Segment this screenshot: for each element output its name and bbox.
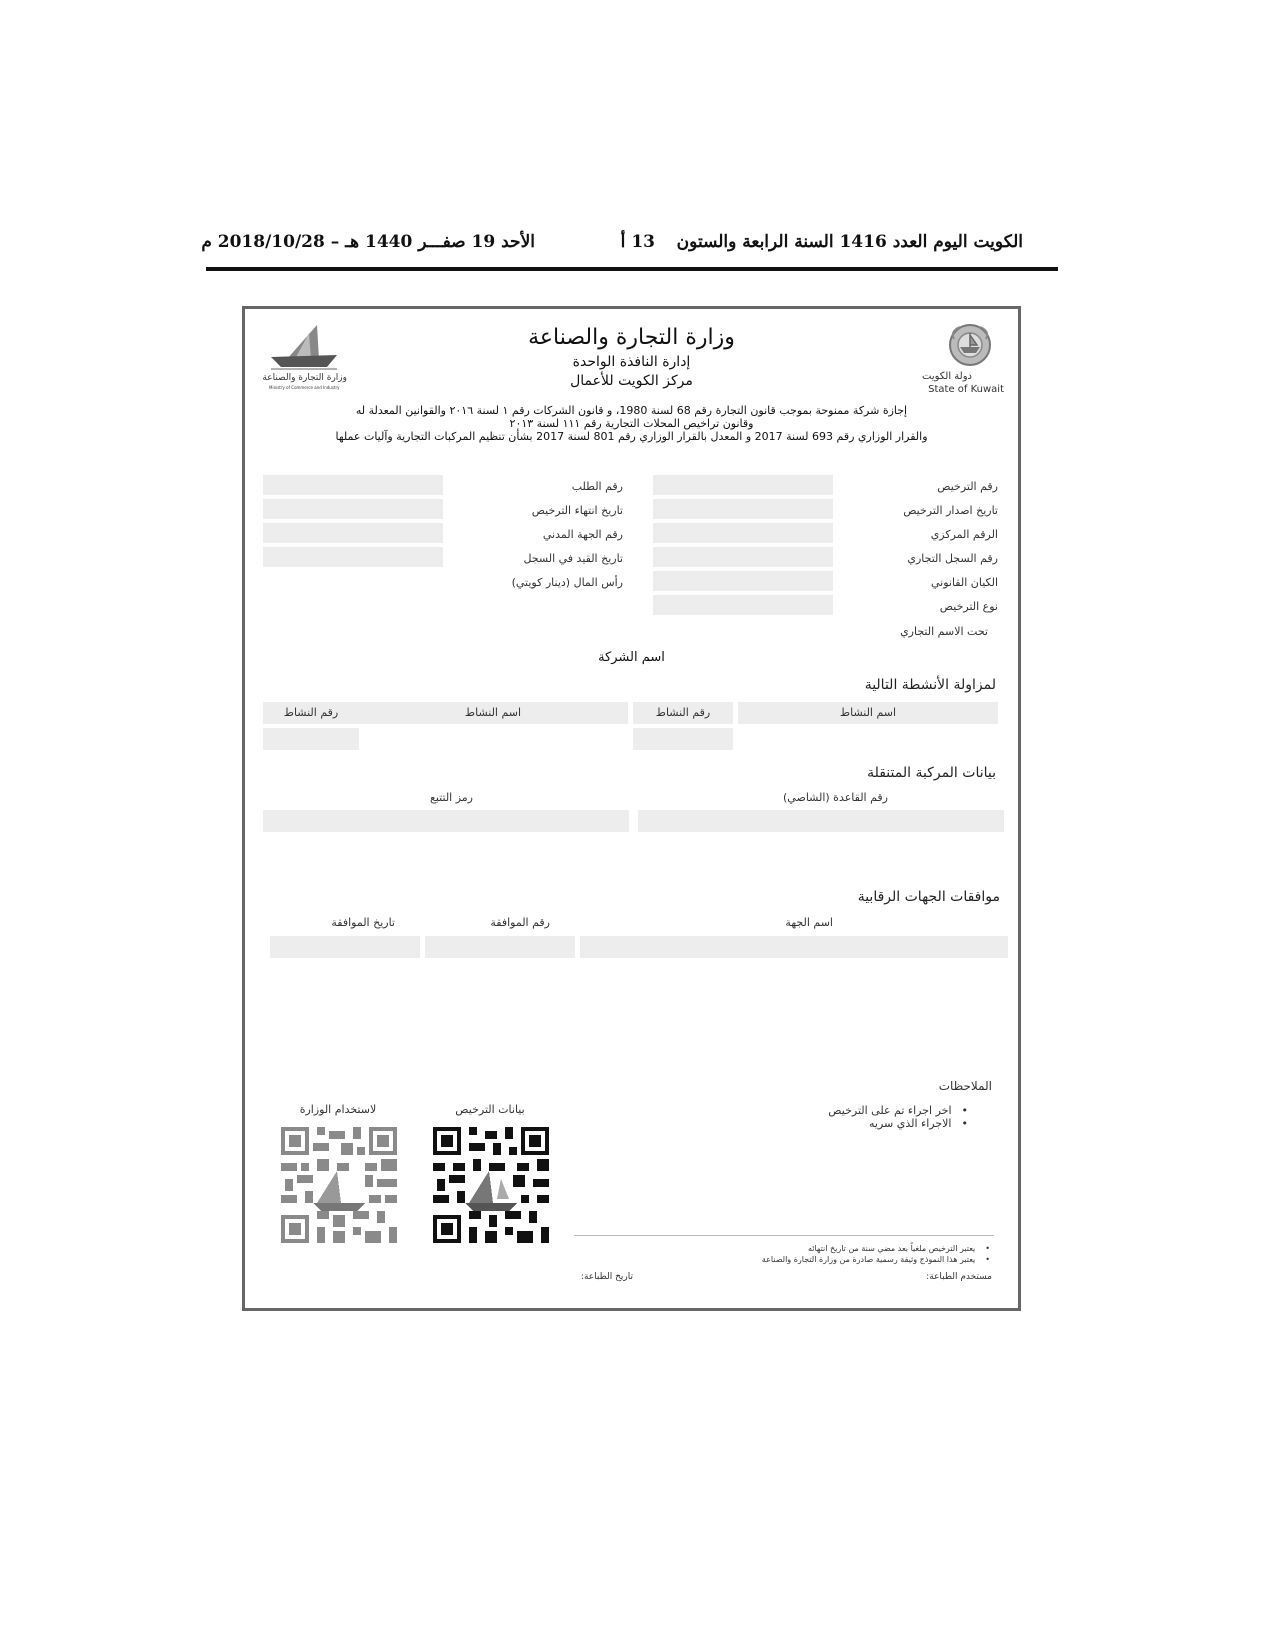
civil-number-label: رقم الجهة المدني	[542, 528, 623, 541]
ministry-logo-en: Ministry of Commerce and Industry	[269, 385, 340, 390]
approvals-section-title: موافقات الجهات الرقابية	[857, 889, 1000, 905]
central-number-value	[653, 523, 833, 543]
footer-rule	[574, 1235, 994, 1236]
legal-basis-line-1: إجازة شركة ممنوحة بموجب قانون التجارة رقم 68 لسنة 1980، و قانون الشركات رقم ١ لسنة ٢٠١٦ والقوانين المعدلة له	[355, 404, 908, 417]
activity-no-cell-left	[263, 728, 359, 750]
license-type-label: نوع الترخيص	[939, 600, 998, 613]
approval-entity-header: اسم الجهة	[785, 916, 833, 929]
tracking-code-value	[263, 810, 629, 832]
page-number: 13 أ	[620, 232, 655, 252]
state-name-ar: دولة الكويت	[922, 371, 972, 382]
central-number-label: الرقم المركزي	[930, 528, 998, 541]
issue-date-label: تاريخ اصدار الترخيص	[903, 504, 998, 517]
license-number-label: رقم الترخيص	[937, 480, 998, 493]
approval-number-cell	[425, 936, 575, 958]
vehicle-section-title: بيانات المركبة المتنقلة	[867, 765, 996, 781]
activity-name-header-right: اسم النشاط	[738, 702, 998, 724]
ministry-title: وزارة التجارة والصناعة	[528, 325, 735, 350]
license-qr-code-icon	[433, 1127, 549, 1243]
approval-entity-cell	[580, 936, 1008, 958]
license-type-value	[653, 595, 833, 615]
civil-number-value	[263, 523, 443, 543]
expiry-date-label: تاريخ انتهاء الترخيص	[531, 504, 623, 517]
tracking-code-label: رمز التتبع	[430, 791, 473, 804]
cr-number-value	[653, 547, 833, 567]
request-number-value	[263, 475, 443, 495]
state-name-en: State of Kuwait	[928, 384, 1004, 395]
print-user-label: مستخدم الطباعة:	[926, 1272, 992, 1282]
trade-name-label: تحت الاسم التجاري	[900, 625, 988, 638]
activity-no-header-right: رقم النشاط	[633, 702, 733, 724]
ministry-qr-code-icon	[281, 1127, 397, 1243]
ministry-logo-ar: وزارة التجارة والصناعة	[262, 373, 347, 383]
cr-number-label: رقم السجل التجاري	[907, 552, 998, 565]
cr-date-value	[263, 547, 443, 567]
issue-date-value	[653, 499, 833, 519]
print-date-label: تاريخ الطباعة:	[580, 1272, 633, 1282]
license-document	[242, 306, 1021, 1311]
activity-no-cell-right	[633, 728, 733, 750]
note-item-2: • الاجراء الذي سريه	[869, 1117, 968, 1130]
footer-note-2: • يعتبر هذا النموذج وثيقة رسمية صادرة من وزارة التجارة والصناعة	[762, 1255, 990, 1264]
issue-date: الأحد 19 صفـــر 1440 هـ – 2018/10/28 م	[201, 232, 535, 252]
chassis-number-label: رقم القاعدة (الشاصي)	[783, 791, 888, 804]
cr-date-label: تاريخ القيد في السجل	[523, 552, 623, 565]
chassis-number-value	[638, 810, 1004, 832]
legal-entity-value	[653, 571, 833, 591]
approval-date-cell	[270, 936, 420, 958]
request-number-label: رقم الطلب	[571, 480, 623, 493]
activity-no-header-left: رقم النشاط	[263, 702, 359, 724]
note-item-1: • اخر اجراء تم على الترخيص	[828, 1104, 968, 1117]
department-name: إدارة النافذة الواحدة	[572, 354, 691, 370]
center-name: مركز الكويت للأعمال	[570, 373, 693, 389]
ministry-qr-label: لاستخدام الوزارة	[299, 1103, 377, 1116]
footer-note-1: • يعتبر الترخيص ملغياً بعد مضي سنة من تاريخ انتهائه	[808, 1244, 990, 1253]
legal-basis-line-3: والقرار الوزاري رقم 693 لسنة 2017 و المعدل بالقرار الوزاري رقم 801 لسنة 2017 بشأن تنظيم المركبات التجارية وآليات عملها	[335, 430, 928, 443]
notes-title: الملاحظات	[938, 1079, 992, 1093]
license-qr-label: بيانات الترخيص	[455, 1103, 525, 1116]
license-number-value	[653, 475, 833, 495]
activities-section-title: لمزاولة الأنشطة التالية	[864, 677, 996, 693]
capital-label: رأس المال (دينار كويتي)	[511, 576, 623, 589]
legal-basis-line-2: وقانون تراخيص المحلات التجارية رقم ١١١ لسنة ٢٠١٣	[509, 417, 754, 430]
legal-entity-label: الكيان القانوني	[930, 576, 998, 589]
issue-number: الكويت اليوم العدد 1416 السنة الرابعة والستون	[676, 232, 1023, 252]
approval-date-header: تاريخ الموافقة	[331, 916, 395, 929]
activity-name-header-left: اسم النشاط	[358, 702, 628, 724]
approval-number-header: رقم الموافقة	[490, 916, 550, 929]
header-rule	[206, 267, 1058, 271]
expiry-date-value	[263, 499, 443, 519]
company-name: اسم الشركة	[598, 650, 665, 665]
